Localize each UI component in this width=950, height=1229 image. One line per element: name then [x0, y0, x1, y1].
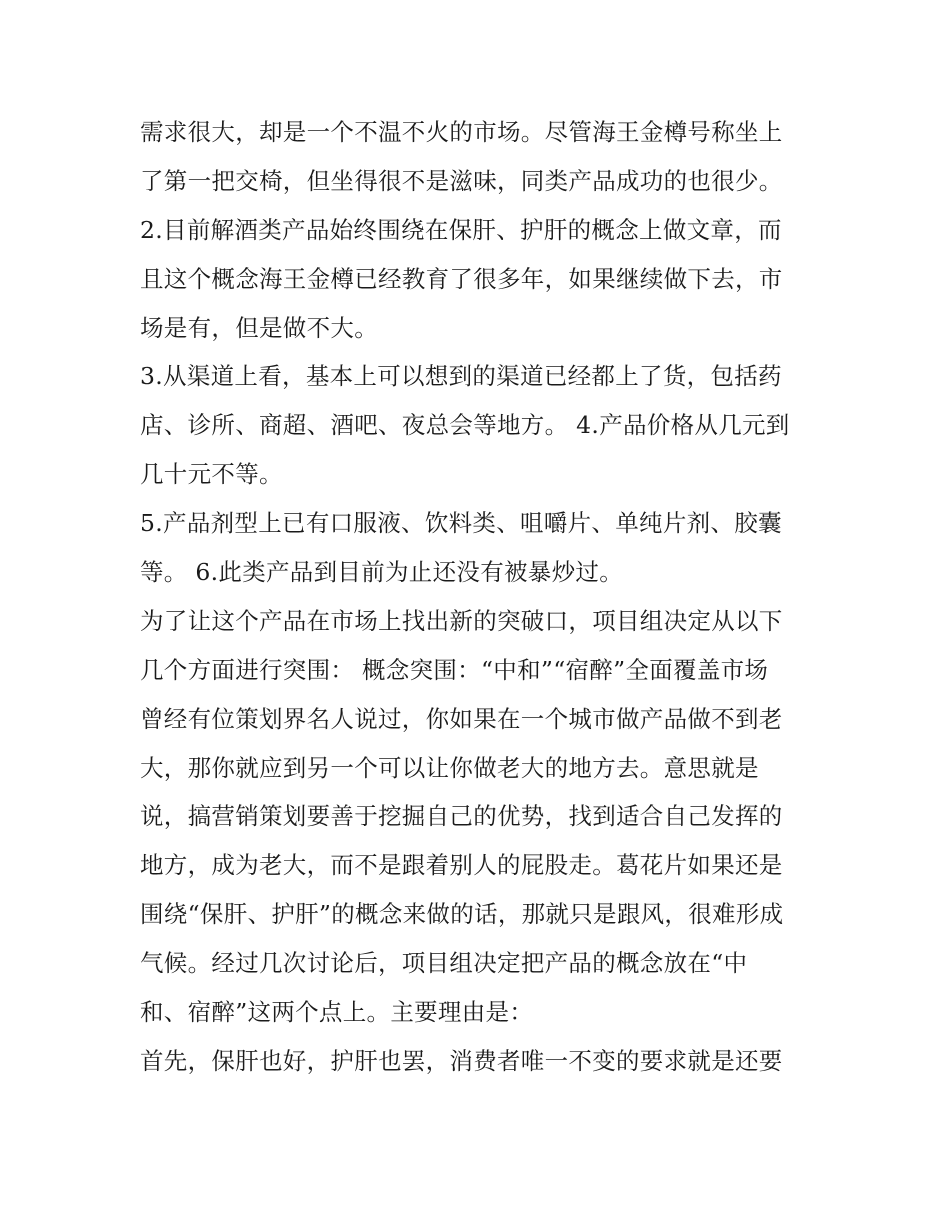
text-line: 店、诊所、商超、酒吧、夜总会等地方。 4.产品价格从几元到 — [140, 411, 790, 440]
text-line: 为了让这个产品在市场上找出新的突破口，项目组决定从以下 — [140, 606, 783, 635]
text-line: 5.产品剂型上已有口服液、饮料类、咀嚼片、单纯片剂、胶囊 — [140, 509, 782, 538]
text-line: 几十元不等。 — [140, 460, 283, 489]
text-line: 3.从渠道上看，基本上可以想到的渠道已经都上了货，包括药 — [140, 362, 782, 391]
text-line: 围绕“保肝、护肝”的概念来做的话，那就只是跟风，很难形成 — [140, 900, 784, 929]
text-line: 等。 6.此类产品到目前为止还没有被暴炒过。 — [140, 558, 623, 587]
text-line: 曾经有位策划界名人说过，你如果在一个城市做产品做不到老 — [140, 704, 783, 733]
text-line: 和、宿醉”这两个点上。主要理由是： — [140, 998, 534, 1027]
text-line: 首先，保肝也好，护肝也罢，消费者唯一不变的要求就是还要 — [140, 1046, 783, 1075]
text-line: 需求很大，却是一个不温不火的市场。尽管海王金樽号称坐上 — [140, 118, 783, 146]
text-line: 几个方面进行突围： 概念突围：“中和”“宿醉”全面覆盖市场 — [140, 655, 769, 684]
text-line: 了第一把交椅，但坐得很不是滋味，同类产品成功的也很少。 — [140, 166, 783, 195]
text-line: 场是有，但是做不大。 — [140, 313, 378, 342]
text-line: 说，搞营销策划要善于挖掘自己的优势，找到适合自己发挥的 — [140, 802, 783, 831]
body-text — [140, 108, 830, 1086]
text-line: 气候。经过几次讨论后，项目组决定把产品的概念放在“中 — [140, 949, 748, 978]
text-line: 且这个概念海王金樽已经教育了很多年，如果继续做下去，市 — [140, 264, 783, 293]
text-line: 地方，成为老大，而不是跟着别人的屁股走。葛花片如果还是 — [140, 851, 783, 880]
text-line: 大，那你就应到另一个可以让你做老大的地方去。意思就是 — [140, 753, 759, 782]
text-line: 2.目前解酒类产品始终围绕在保肝、护肝的概念上做文章，而 — [140, 215, 782, 244]
